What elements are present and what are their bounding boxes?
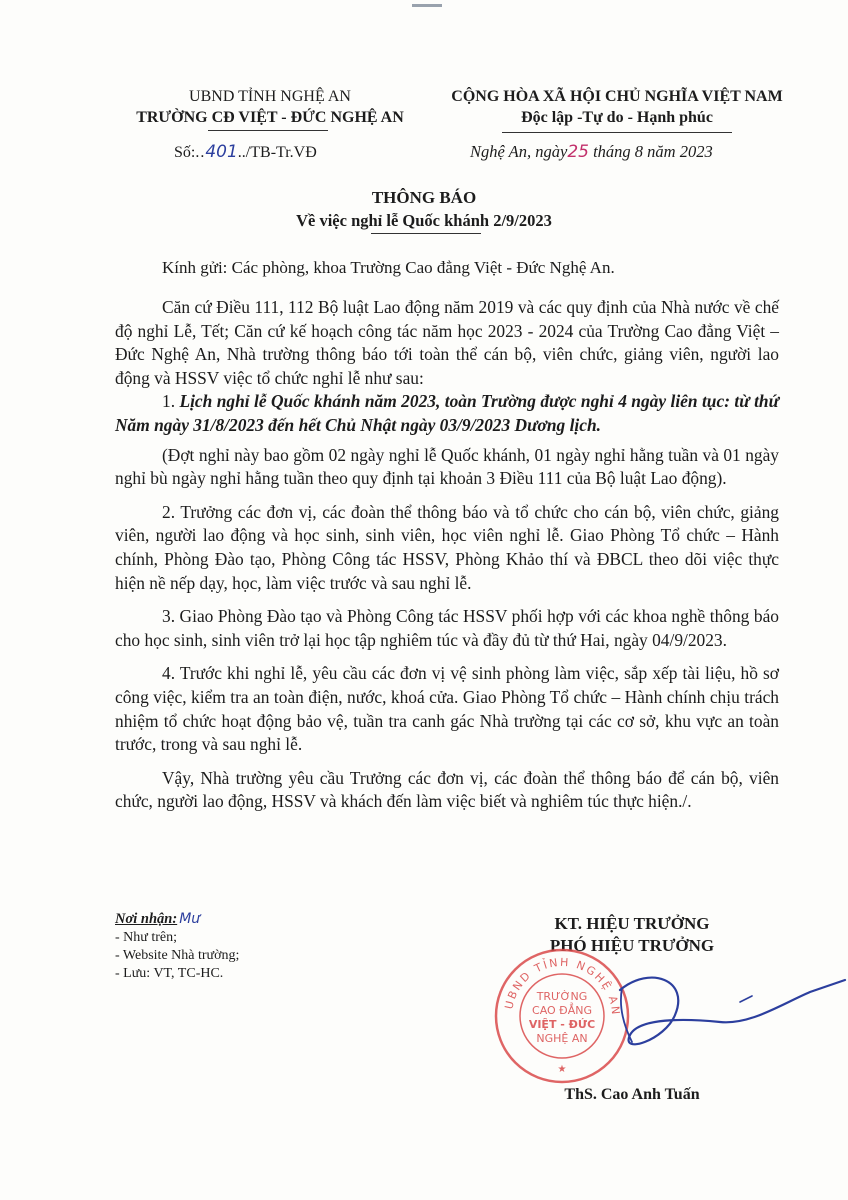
- doc-number-handwritten: 401: [205, 142, 238, 162]
- issuer-parent-org: UBND TỈNH NGHỆ AN: [189, 88, 351, 105]
- seal-center-line-1: TRƯỜNG: [536, 990, 588, 1003]
- handwritten-signature: [560, 960, 848, 1070]
- national-slogan: Độc lập -Tự do - Hạnh phúc: [521, 109, 713, 126]
- receiver-item: - Website Nhà trường;: [115, 948, 240, 963]
- date-suffix: tháng 8 năm 2023: [588, 142, 713, 161]
- paragraph-item-2: 2. Trưởng các đơn vị, các đoàn thể thông báo và tổ chức cho cán bộ, viên chức, giảng viên, người lao động và học sinh, sinh viên, học viên nghỉ lễ. Giao Phòng Tổ chức – Hành chính, Phòng Đào tạo, Phòng Công tác HSSV, Phòng Khảo thí và ĐBCL theo dõi việc thực hiện nề nếp dạy, học, làm việc trước và sau nghỉ lễ.: [115, 501, 779, 593]
- scan-mark: [412, 4, 442, 7]
- document-title: THÔNG BÁO: [371, 188, 477, 207]
- seal-center-line-3: VIỆT - ĐỨC: [528, 1018, 596, 1031]
- paragraph-closing: Vậy, Nhà trường yêu cầu Trưởng các đơn vị, các đoàn thể thông báo để cán bộ, viên chức, người lao động, HSSV và khách đến làm việc biết và nghiêm túc thực hiện./.: [115, 767, 779, 812]
- document-number: Số:..401../TB-Tr.VĐ: [174, 142, 317, 162]
- seal-center-line-4: NGHỆ AN: [536, 1032, 588, 1045]
- date-day-handwritten: 25: [567, 142, 589, 162]
- document-body: [115, 296, 779, 826]
- paragraph-item-3: 3. Giao Phòng Đào tạo và Phòng Công tác HSSV phối hợp với các khoa nghề thông báo cho học sinh, sinh viên trở lại học tập nghiêm túc và đầy đủ từ thứ Hai, ngày 04/9/2023.: [115, 606, 779, 650]
- seal-center-line-2: CAO ĐẲNG: [532, 1004, 592, 1017]
- issuer-underline: [208, 130, 328, 131]
- svg-text:★: ★: [557, 1064, 567, 1075]
- signature-line-1: KT. HIỆU TRƯỞNG: [554, 914, 710, 933]
- receivers-label: Nơi nhận:: [115, 911, 178, 927]
- doc-number-suffix: /TB-Tr.VĐ: [245, 144, 317, 161]
- document-date: [470, 142, 713, 162]
- receiver-item: - Như trên;: [115, 930, 178, 945]
- signature-line-2: PHÓ HIỆU TRƯỞNG: [549, 936, 715, 955]
- receivers-block: [115, 910, 239, 983]
- receiver-item: - Lưu: VT, TC-HC.: [115, 966, 224, 981]
- paragraph-holiday-note: (Đợt nghỉ này bao gồm 02 ngày nghỉ lễ Quốc khánh, 01 ngày nghỉ hằng tuần và 01 ngày nghỉ bù ngày nghỉ hằng tuần theo quy định tại khoản 3 Điều 111 của Bộ luật Lao động).: [115, 444, 779, 489]
- issuer-org: TRƯỜNG CĐ VIỆT - ĐỨC NGHỆ AN: [136, 109, 404, 126]
- national-motto: [432, 86, 802, 128]
- issuer-header: [115, 86, 425, 128]
- national-title: CỘNG HÒA XÃ HỘI CHỦ NGHĨA VIỆT NAM: [451, 88, 783, 105]
- document-subtitle: Về việc nghỉ lễ Quốc khánh 2/9/2023: [296, 211, 552, 230]
- seal-ring-text: UBND TỈNH NGHỆ AN: [502, 955, 623, 1017]
- paragraph-holiday-schedule: [115, 390, 779, 437]
- holiday-schedule-text: Lịch nghỉ lễ Quốc khánh năm 2023, toàn Trường được nghỉ 4 ngày liên tục: từ thứ Năm ngày 31/8/2023 đến hết Chủ Nhật ngày 03/9/2023 Dương lịch.: [115, 391, 780, 435]
- paragraph-legal-basis: Căn cứ Điều 111, 112 Bộ luật Lao động năm 2019 và các quy định của Nhà nước về chế độ nghỉ Lễ, Tết; Căn cứ kế hoạch công tác năm học 2023 - 2024 của Trường Cao đẳng Việt – Đức Nghệ An, Nhà trường thông báo tới toàn thể cán bộ, viên chức, giảng viên, người lao động và HSSV việc tổ chức nghỉ lễ như sau:: [115, 297, 779, 388]
- receivers-initials: Mư: [179, 911, 201, 927]
- recipient-line: Kính gửi: Các phòng, khoa Trường Cao đẳng Việt - Đức Nghệ An.: [162, 258, 615, 277]
- paragraph-item-4: 4. Trước khi nghỉ lễ, yêu cầu các đơn vị vệ sinh phòng làm việc, sắp xếp tài liệu, hồ sơ công việc, kiểm tra an toàn điện, nước, khoá cửa. Giao Phòng Tổ chức – Hành chính chịu trách nhiệm tổ chức hoạt động bảo vệ, tuần tra canh gác Nhà trường tại các cơ sở, khu vực an toàn trước, trong và sau nghỉ lễ.: [115, 663, 779, 755]
- item-number: 1.: [162, 391, 180, 412]
- subtitle-underline: [371, 233, 481, 234]
- signer-name: ThS. Cao Anh Tuấn: [564, 1086, 700, 1103]
- doc-number-prefix: Số:: [174, 144, 196, 161]
- date-prefix: Nghệ An, ngày: [470, 142, 568, 161]
- motto-underline: [502, 132, 732, 133]
